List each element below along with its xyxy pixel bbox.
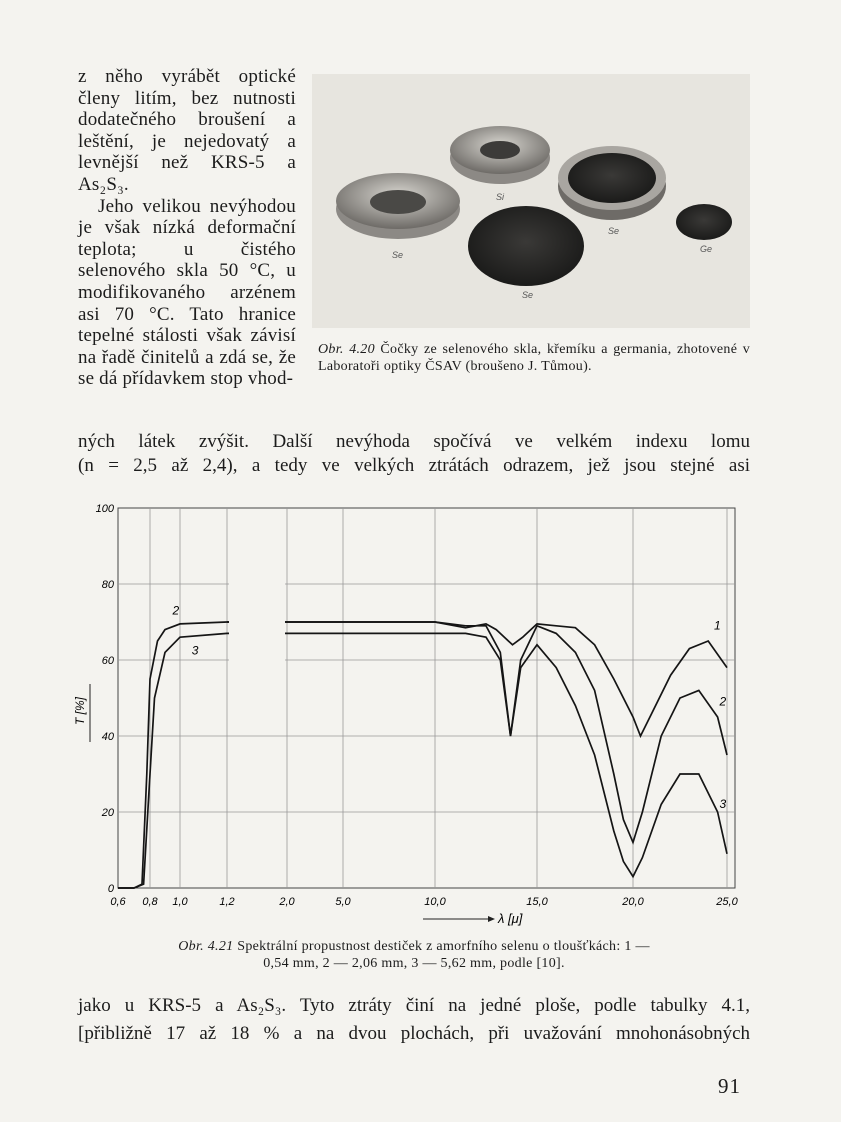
text-line-4: [přibližně 17 až 18 % a na dvou plochách, při uvažování mnohonásobných [78,1023,750,1044]
text-line-3: jako u KRS-5 a As₂S₃. Tyto ztráty činí na jedné ploše, podle tabulky 4.1, [78,995,750,1016]
x-axis-ticks [110,896,738,908]
series-label-3-right: 3 [719,797,727,812]
photo-label-ge: Ge [700,244,713,254]
figure-caption [78,938,750,972]
photo-caption-label: Obr. 4.20 [318,342,375,357]
figure-caption-text: Spektrální propustnost destiček z amorfního selenu o tloušťkách: [237,939,621,954]
x-axis-label: λ [μ] [498,911,523,926]
photo-label-se-right: Se [608,226,620,236]
disc-small [676,204,732,240]
photo-caption-text: Čočky ze selenového skla, křemíku a germania, zhotovené v Laboratoři optiky ČSAV (broušeno J. Tůmou). [318,342,750,374]
y-tick-label: 100 [95,503,114,515]
paragraph-2: Jeho velikou nevýhodou je však nízká deformační teplota; u čistého selenového skla 50 °C, u modifikovaného arzénem asi 70 °C. Tato hranice tepelné stálosti však závisí na řadě činitelů a zdá se, že se dá přídavkem stop vhod- [78,195,296,390]
chart-grid [118,508,735,888]
series-line-3 [118,633,727,888]
photo-label-se-bottom: Se [522,290,534,300]
axis-break-patch [229,527,285,679]
y-tick-label: 60 [101,655,114,667]
y-tick-label: 40 [101,731,114,743]
text-line-1: ných látek zvýšit. Další nevýhoda spočívá ve velkém indexu lomu [78,431,750,452]
paragraph-1: z něho vyrábět optické členy litím, bez nutnosti dodatečného broušení a leštění, je nejedovatý a levnější než KRS-5 a As₂S₃. [78,66,296,195]
text-line-2: (n = 2,5 až 2,4), a tedy ve velkých ztrátách odrazem, jež jsou stejné asi [78,455,750,476]
chart-frame [118,508,735,888]
series-line-2 [118,622,727,888]
series-label-2: 2 [172,603,180,618]
disc-center [468,206,584,286]
x-tick-label: 15,0 [526,896,548,908]
y-tick-label: 20 [101,807,114,819]
x-tick-label: 0,6 [110,896,126,908]
y-axis-label: T [%] [73,696,87,726]
series-label-2-right: 2 [719,694,727,709]
x-tick-label: 25,0 [716,896,738,908]
lens-photo-illustration [312,74,750,328]
page-number: 91 [718,1074,741,1098]
figure-caption-label: Obr. 4.21 [178,939,234,954]
x-tick-label: 1,0 [172,896,188,908]
transmittance-chart [73,496,750,928]
figure-caption-line-2: 0,54 mm, 2 — 2,06 mm, 3 — 5,62 mm, podle [10]. [263,956,565,971]
y-tick-label: 80 [101,579,114,591]
series-label-3: 3 [191,643,199,658]
y-axis-ticks [96,503,115,895]
series-line-1 [227,622,727,736]
photo-caption [318,341,750,375]
figure-caption-line-1 [78,938,750,955]
x-tick-label: 20,0 [622,896,644,908]
photo-label-se-left: Se [392,250,404,260]
x-tick-label: 2,0 [279,896,295,908]
x-tick-label: 0,8 [142,896,158,908]
chart-series [118,527,727,888]
figure-caption-tail: 1 — [624,939,650,954]
x-tick-label: 1,2 [219,896,235,908]
photo-label-si: Si [496,192,505,202]
x-tick-label: 5,0 [335,896,351,908]
wrapped-text-column [78,66,296,390]
series-label-1: 1 [713,618,721,633]
x-axis-arrowhead [488,916,495,922]
lens-photograph [312,74,750,328]
x-tick-label: 10,0 [424,896,446,908]
y-tick-label: 0 [107,883,114,895]
